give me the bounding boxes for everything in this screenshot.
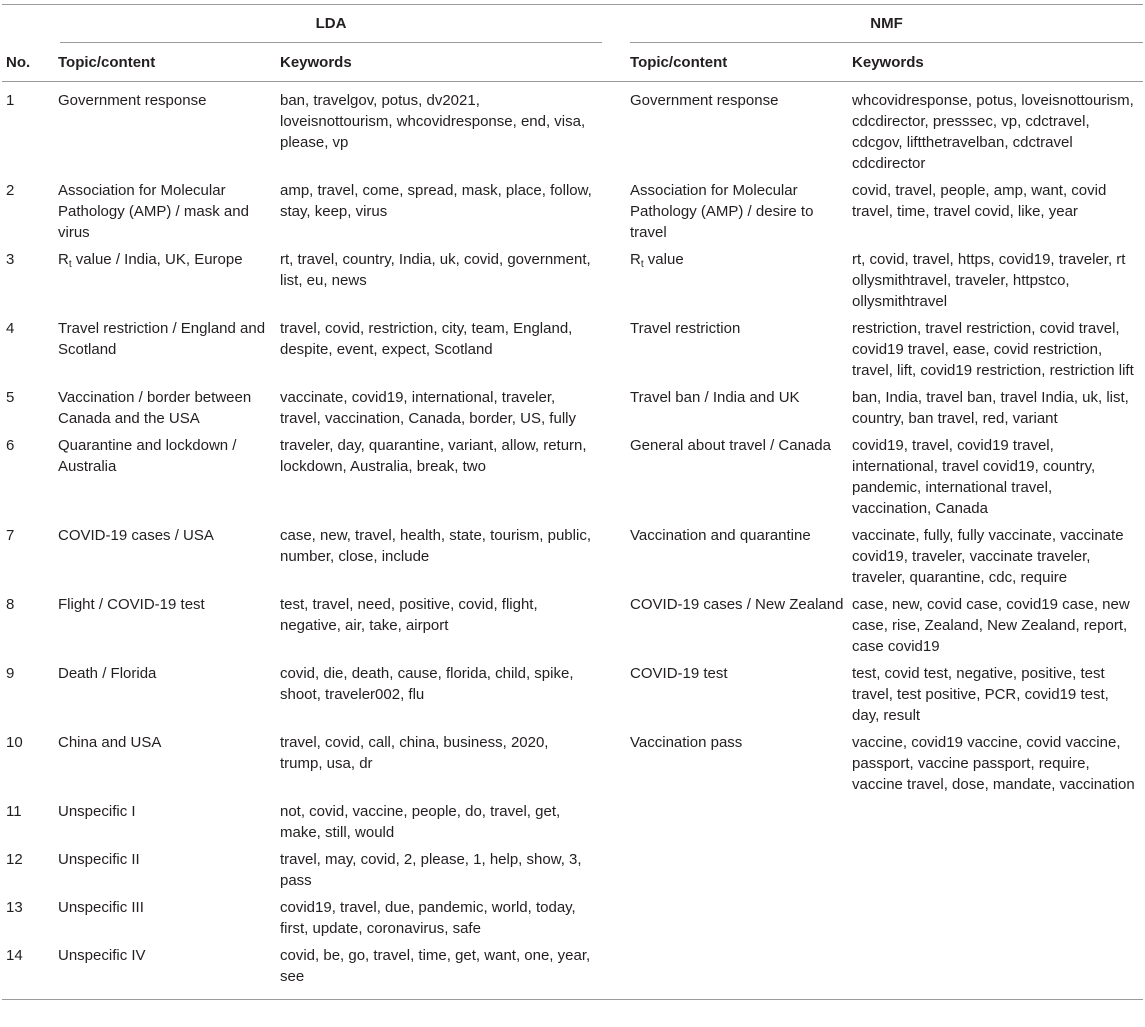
topic-main-text: R: [630, 251, 641, 268]
nmf-keywords-cell: vaccine, covid19 vaccine, covid vaccine, passport, vaccine passport, require, vaccine travel, dose, mandate, vaccination: [852, 734, 1135, 793]
row-number: 14: [2, 941, 58, 1000]
nmf-topic-cell: [630, 941, 852, 1000]
column-gap: [602, 245, 630, 314]
col-header-nmf-keywords: Keywords: [852, 43, 1143, 82]
lda-topic-cell: COVID-19 cases / USA: [58, 527, 214, 544]
table-row: [2, 728, 1143, 797]
lda-topic-cell: Government response: [58, 92, 207, 109]
table-row: [2, 893, 1143, 941]
lda-topic-cell: Travel restriction / England and Scotland: [58, 320, 266, 358]
nmf-keywords-cell: case, new, covid case, covid19 case, new case, rise, Zealand, New Zealand, report, case covid19: [852, 596, 1130, 655]
lda-keywords-cell: travel, may, covid, 2, please, 1, help, show, 3, pass: [280, 851, 582, 889]
nmf-topic-cell: Vaccination pass: [630, 734, 743, 751]
table-row: [2, 82, 1143, 177]
row-number: 4: [6, 320, 15, 337]
nmf-topic-cell: [630, 893, 852, 941]
nmf-keywords-cell: vaccinate, fully, fully vaccinate, vaccinate covid19, traveler, vaccinate traveler, traveler, quarantine, cdc, require: [852, 527, 1124, 586]
lda-keywords-cell: case, new, travel, health, state, tourism, public, number, close, include: [280, 527, 591, 565]
nmf-keywords-cell: ban, India, travel ban, travel India, uk, list, country, ban travel, red, variant: [852, 389, 1129, 427]
column-gap: [602, 845, 630, 893]
lda-keywords-cell: covid, be, go, travel, time, get, want, one, year, see: [280, 941, 602, 1000]
column-gap: [602, 176, 630, 245]
table-row: [2, 176, 1143, 245]
col-header-nmf-topic: Topic/content: [630, 43, 852, 82]
row-number: 5: [6, 389, 15, 406]
column-gap: [602, 797, 630, 845]
group-header-row: [2, 5, 1143, 44]
column-gap: [602, 728, 630, 797]
nmf-topic-cell: Travel restriction: [630, 320, 741, 337]
lda-topic-cell: China and USA: [58, 734, 162, 751]
nmf-keywords-cell: covid19, travel, covid19 travel, international, travel covid19, country, pandemic, international travel, vaccination, Canada: [852, 437, 1096, 517]
lda-topic-cell: Unspecific I: [58, 803, 136, 820]
nmf-topic-cell: COVID-19 test: [630, 665, 728, 682]
row-number: 7: [6, 527, 15, 544]
lda-topic-cell: Association for Molecular Pathology (AMP) / mask and virus: [58, 182, 249, 241]
lda-topic-cell: Unspecific IV: [58, 941, 280, 1000]
row-number: 3: [6, 251, 15, 268]
table-row: [2, 845, 1143, 893]
lda-topic-cell: Quarantine and lockdown / Australia: [58, 437, 237, 475]
nmf-topic-cell: Government response: [630, 92, 779, 109]
column-header-row: [2, 43, 1143, 82]
table-row: [2, 590, 1143, 659]
nmf-topic-cell: General about travel / Canada: [630, 437, 831, 454]
table-row: [2, 659, 1143, 728]
lda-keywords-cell: travel, covid, call, china, business, 2020, trump, usa, dr: [280, 734, 549, 772]
topic-subscript: t: [68, 259, 72, 270]
row-number: 10: [6, 734, 23, 751]
lda-keywords-cell: traveler, day, quarantine, variant, allow, return, lockdown, Australia, break, two: [280, 437, 587, 475]
column-gap: [602, 383, 630, 431]
column-gap: [602, 941, 630, 1000]
nmf-topic-cell: [630, 797, 852, 845]
nmf-topic-cell: [630, 245, 852, 314]
nmf-keywords-cell: [852, 941, 1143, 1000]
col-header-lda-topic: Topic/content: [58, 43, 280, 82]
table-row: [2, 521, 1143, 590]
lda-keywords-cell: ban, travelgov, potus, dv2021, loveisnottourism, whcovidresponse, end, visa, please, vp: [280, 92, 586, 151]
lda-keywords-cell: travel, covid, restriction, city, team, England, despite, event, expect, Scotland: [280, 320, 573, 358]
nmf-keywords-cell: restriction, travel restriction, covid travel, covid19 travel, ease, covid restriction, travel, lift, covid19 restriction, restriction lift: [852, 320, 1134, 379]
lda-keywords-cell: rt, travel, country, India, uk, covid, government, list, eu, news: [280, 251, 591, 289]
nmf-topic-cell: Association for Molecular Pathology (AMP) / desire to travel: [630, 182, 814, 241]
row-number: 2: [6, 182, 15, 199]
nmf-topic-cell: Travel ban / India and UK: [630, 389, 800, 406]
col-header-lda-keywords: Keywords: [280, 43, 602, 82]
lda-keywords-cell: amp, travel, come, spread, mask, place, follow, stay, keep, virus: [280, 182, 592, 220]
table-row: [2, 383, 1143, 431]
table-row: [2, 314, 1143, 383]
topic-rest-text: value / India, UK, Europe: [71, 251, 243, 268]
nmf-topic-cell: [630, 845, 852, 893]
lda-group-header: LDA: [58, 5, 602, 44]
table-row: [2, 245, 1143, 314]
row-number: 1: [6, 92, 15, 109]
topic-rest-text: value: [643, 251, 684, 268]
lda-topic-cell: Flight / COVID-19 test: [58, 596, 205, 613]
lda-topic-cell: Unspecific II: [58, 851, 140, 868]
column-gap: [602, 590, 630, 659]
column-gap: [602, 314, 630, 383]
lda-keywords-cell: covid19, travel, due, pandemic, world, today, first, update, coronavirus, safe: [280, 899, 576, 937]
column-gap: [602, 659, 630, 728]
row-number: 8: [6, 596, 15, 613]
lda-topic-cell: Death / Florida: [58, 665, 157, 682]
lda-topic-cell: Vaccination / border between Canada and the USA: [58, 389, 252, 427]
nmf-keywords-cell: [852, 893, 1143, 941]
lda-keywords-cell: test, travel, need, positive, covid, flight, negative, air, take, airport: [280, 596, 538, 634]
row-number: 6: [6, 437, 15, 454]
nmf-keywords-cell: whcovidresponse, potus, loveisnottourism, cdcdirector, presssec, vp, cdctravel, cdcgov, liftthetravelban, cdctravel cdcdirector: [852, 92, 1134, 172]
row-number: 12: [6, 851, 23, 868]
lda-keywords-cell: not, covid, vaccine, people, do, travel, get, make, still, would: [280, 803, 561, 841]
row-number: 9: [6, 665, 15, 682]
column-gap: [602, 893, 630, 941]
nmf-group-header: NMF: [630, 5, 1143, 44]
column-gap: [602, 521, 630, 590]
table-row: [2, 941, 1143, 1000]
nmf-topic-cell: COVID-19 cases / New Zealand: [630, 596, 844, 613]
lda-keywords-cell: covid, die, death, cause, florida, child, spike, shoot, traveler002, flu: [280, 665, 574, 703]
topic-main-text: R: [58, 251, 69, 268]
row-number: 13: [6, 899, 23, 916]
lda-topic-cell: Unspecific III: [58, 899, 144, 916]
topic-comparison-table: [2, 4, 1143, 1000]
nmf-keywords-cell: test, covid test, negative, positive, test travel, test positive, PCR, covid19 test, day, result: [852, 665, 1109, 724]
nmf-keywords-cell: [852, 797, 1143, 845]
nmf-keywords-cell: [852, 845, 1143, 893]
column-gap: [602, 431, 630, 521]
table-row: [2, 797, 1143, 845]
lda-topic-cell: [58, 245, 280, 314]
lda-keywords-cell: vaccinate, covid19, international, traveler, travel, vaccination, Canada, border, US, fully: [280, 389, 576, 427]
row-number: 11: [6, 803, 22, 820]
column-gap: [602, 82, 630, 177]
nmf-topic-cell: Vaccination and quarantine: [630, 527, 811, 544]
nmf-keywords-cell: covid, travel, people, amp, want, covid travel, time, travel covid, like, year: [852, 182, 1107, 220]
col-header-no: No.: [2, 43, 58, 82]
topic-subscript: t: [640, 259, 644, 270]
table-body: [2, 82, 1143, 1000]
table-row: [2, 431, 1143, 521]
nmf-keywords-cell: rt, covid, travel, https, covid19, traveler, rt ollysmithtravel, traveler, httpstco, ollysmithtravel: [852, 251, 1126, 310]
